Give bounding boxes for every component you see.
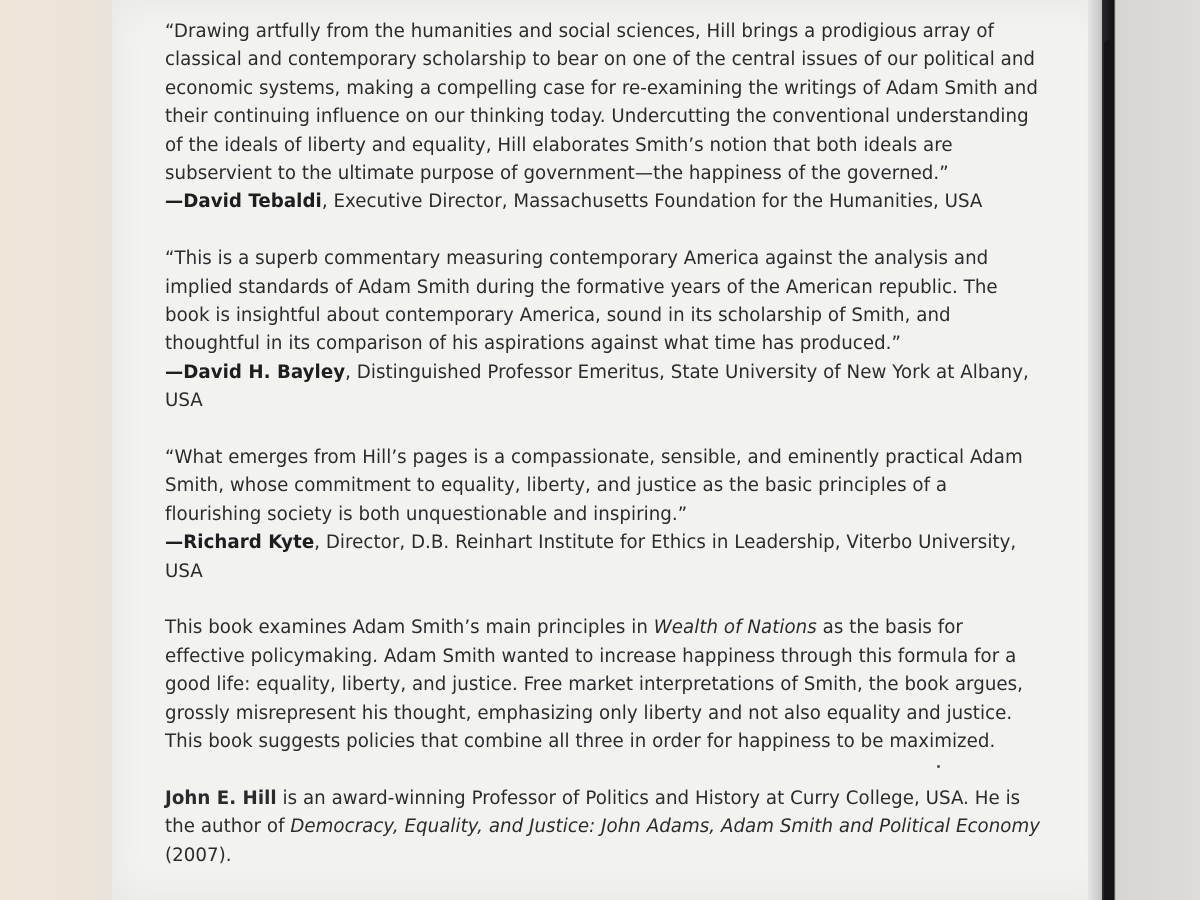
endorsement-quote: “What emerges from Hill’s pages is a compassionate, sensible, and eminently practical Adam Smith, whose commitment to equality, liberty, and justice as the basic principles of a flourishing society is both unquestionable and inspiring.”: [165, 447, 1023, 525]
endorsement-1: [165, 18, 1045, 217]
description-after: as the basis for effective policymaking. Adam Smith wanted to increase happiness through this formula for a good life: equality, liberty, and justice. Free market interpretations of Smith, the book argues, grossly misrepresent his thought, emphasizing only liberty and not also equality and justice. This book suggests policies that combine all three in order for happiness to be maximized.: [165, 617, 1023, 753]
endorsement-2: [165, 245, 1045, 415]
endorser-title: , Executive Director, Massachusetts Foundation for the Humanities, USA: [321, 191, 983, 213]
endorsement-3: [165, 444, 1045, 586]
author-bio-text2: (2007).: [165, 844, 232, 866]
back-cover-text: [165, 18, 1045, 899]
spine-binding: [1104, 40, 1112, 900]
endorsement-attribution: [165, 359, 1045, 416]
endorsement-attribution: [165, 188, 1045, 216]
book-description: [165, 614, 1045, 756]
author-bio: [165, 785, 1045, 870]
endorser-name: —David Tebaldi: [165, 191, 322, 213]
description-before: This book examines Adam Smith’s main principles in: [165, 617, 654, 639]
book-spine: [1102, 0, 1200, 900]
author-prior-book: Democracy, Equality, and Justice: John Adams, Adam Smith and Political Economy: [290, 816, 1041, 838]
endorser-title: , Distinguished Professor Emeritus, State University of New York at Albany, USA: [165, 361, 1029, 412]
endorser-name: —Richard Kyte: [165, 532, 315, 554]
author-bio-text1: is an award-winning Professor of Politics and History at Curry College, USA. He is the author of: [165, 787, 1021, 838]
author-name: John E. Hill: [165, 787, 277, 809]
endorser-name: —David H. Bayley: [165, 361, 346, 383]
description-italic-title: Wealth of Nations: [653, 617, 817, 639]
endorsement-attribution: [165, 529, 1045, 586]
endorsement-quote: “Drawing artfully from the humanities and social sciences, Hill brings a prodigious array of classical and contemporary scholarship to bear on one of the central issues of our political and economic systems, making a compelling case for re-examining the writings of Adam Smith and their continuing influence on our thinking today. Undercutting the conventional understanding of the ideals of liberty and equality, Hill elaborates Smith’s notion that both ideals are subservient to the ultimate purpose of government—the happiness of the governed.”: [165, 21, 1038, 185]
endorsement-quote: “This is a superb commentary measuring contemporary America against the analysis and implied standards of Adam Smith during the formative years of the American republic. The book is insightful about contemporary America, sound in its scholarship of Smith, and thoughtful in its comparison of his aspirations against what time has produced.”: [165, 248, 998, 355]
endorser-title: , Director, D.B. Reinhart Institute for Ethics in Leadership, Viterbo University, USA: [165, 532, 1017, 582]
